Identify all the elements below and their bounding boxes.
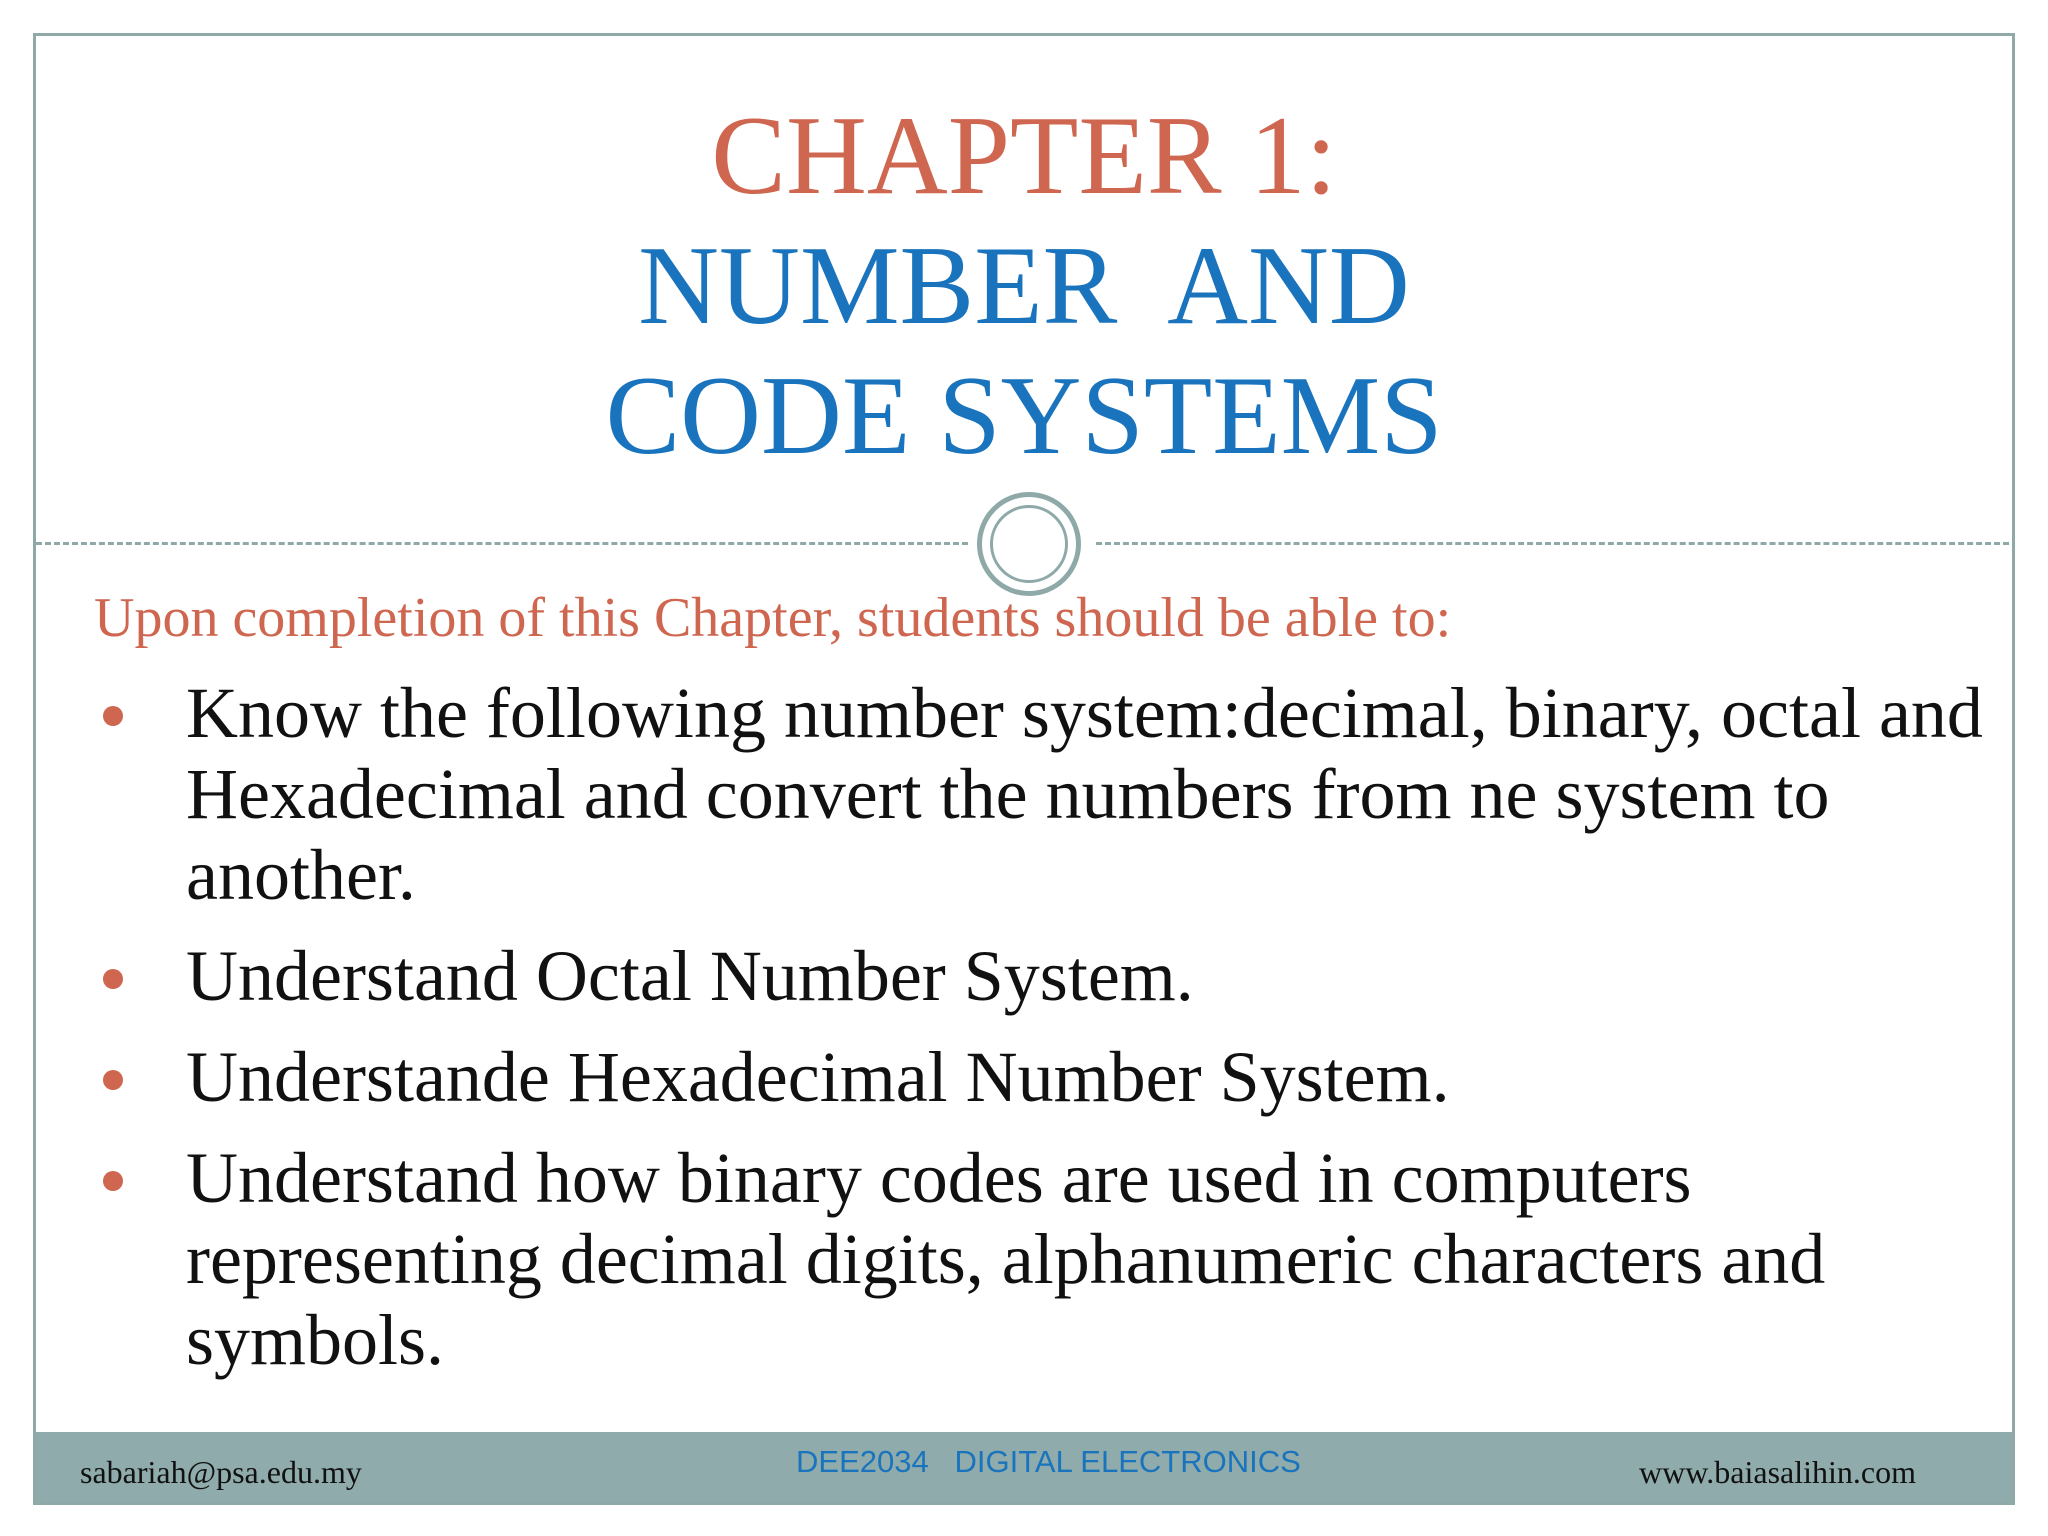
- list-item-text: Know the following number system:decimal, binary, octal and Hexadecimal and convert the numbers from ne system to another.: [186, 673, 1983, 915]
- list-item-text: Understande Hexadecimal Number System.: [186, 1037, 1450, 1117]
- list-item: [94, 1138, 1984, 1381]
- slide-title: [36, 91, 2012, 481]
- learning-outcomes-intro: Upon completion of this Chapter, students should be able to:: [94, 587, 1452, 649]
- list-item: [94, 1037, 1984, 1118]
- footer-course-title: DEE2034 DIGITAL ELECTRONICS: [796, 1444, 1301, 1479]
- list-item: [94, 936, 1984, 1017]
- footer-bar: [36, 1432, 2012, 1502]
- title-chapter: CHAPTER 1:: [711, 94, 1337, 218]
- list-item-text: Understand how binary codes are used in computers representing decimal digits, alphanumeric characters and symbols.: [186, 1138, 1826, 1380]
- learning-outcomes-list: [94, 673, 1984, 1401]
- round-bullet-icon: [103, 969, 123, 989]
- footer-email: sabariah@psa.edu.my: [80, 1454, 362, 1490]
- round-bullet-icon: [103, 1070, 123, 1090]
- round-bullet-icon: [103, 1171, 123, 1191]
- title-line-code-systems: CODE SYSTEMS: [605, 354, 1443, 478]
- double-ring-icon: [977, 492, 1081, 596]
- list-item: [94, 673, 1984, 916]
- round-bullet-icon: [103, 706, 123, 726]
- divider-left: [36, 542, 968, 545]
- slide: [33, 33, 2015, 1505]
- divider-right: [1096, 542, 2015, 545]
- title-line-number-and: NUMBER AND: [638, 224, 1410, 348]
- footer-website: www.baiasalihin.com: [1639, 1454, 1916, 1490]
- list-item-text: Understand Octal Number System.: [186, 936, 1194, 1016]
